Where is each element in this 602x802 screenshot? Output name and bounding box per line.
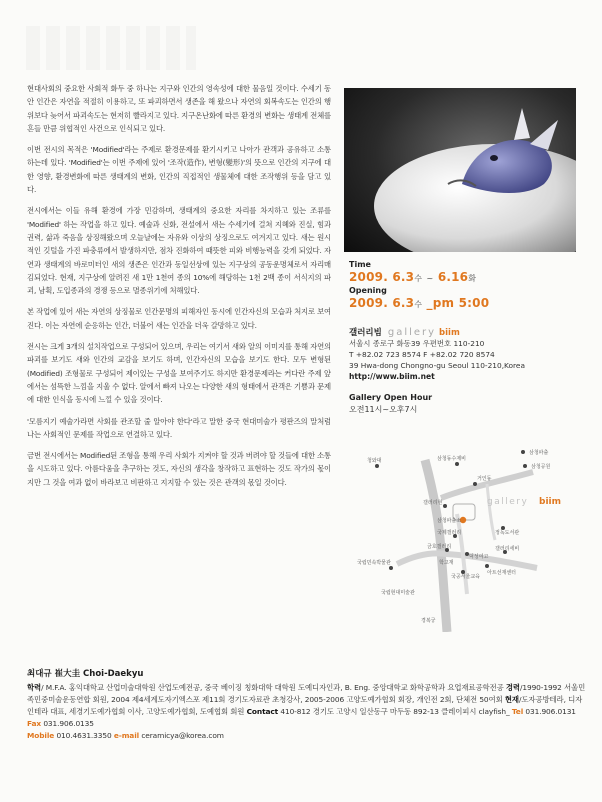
map-label: 삼청공원 bbox=[531, 464, 551, 470]
map-label: 국공서울교육 bbox=[451, 574, 480, 580]
email-link[interactable]: ceramicya@korea.com bbox=[141, 731, 224, 740]
gallery-url[interactable]: http://www.biim.net bbox=[349, 372, 435, 381]
map-label: 청와대 bbox=[367, 458, 382, 464]
article-paragraph: 전시에서는 이들 유해 환경에 가장 민감하며, 생태계의 중요한 자리를 차지하고 있는 조류를 'Modified' 하는 작업을 하고 있다. 예술과 신화, 전설에서 새는 수세기에 걸쳐 지혜와 진실, 힘과 권력, 삶과 죽음을 상징해왔으며 오늘날에는 자유와 이상의 상징으로도 여겨지고 있다. 새는 원시적인 깃털을 가진 파충류에서 발생하지만, 점차 진화하여 때뜻한 피와 비행능력을 갖게 되었다. 자연과 생태계의 바로미터인 새의 생존은 인간과 동일선상에 있는 지구상의 공동운명체로서 자리매김되었다. 현재, 지구상에 알려진 새 1만 1천여 종의 10%에 해당하는 1천 2백 종이 서식지의 파괴, 남획, 도입종과의 경쟁 등으로 멸종위기에 처해있다. bbox=[27, 206, 331, 296]
map-label: 갤러리현 bbox=[423, 500, 443, 506]
map-label: 덕성여고 bbox=[469, 554, 489, 560]
gallery-address-kr: 서울시 종로구 화동39 우편번호 110-210 bbox=[349, 339, 485, 348]
exhibition-dates: 2009. 6.3수 ~ 6.16화 bbox=[349, 270, 477, 284]
article-body bbox=[27, 82, 331, 497]
map-label: 학고재 bbox=[439, 560, 454, 566]
artist-bio bbox=[27, 667, 587, 742]
map-label: 국제갤러리 bbox=[437, 530, 462, 536]
artwork-photo bbox=[344, 88, 576, 252]
location-map bbox=[337, 444, 587, 632]
gallery-name: 갤러리빔 gallery biim bbox=[349, 327, 460, 338]
bio-contact: Mobile 010.4631.3350 e-mail ceramicya@korea.com bbox=[27, 731, 224, 740]
map-label: 삼청파출소 bbox=[437, 518, 462, 524]
map-label: 정독도서관 bbox=[495, 530, 520, 536]
gallery-phone-fax: T +82.02 723 8574 F +82.02 720 8574 bbox=[349, 350, 495, 359]
bio-education: 학력/ M.F.A. 홍익대학교 산업미술대학원 산업도예전공, 중국 베이징 칭화대학 대학원 도예디자인과, B. Eng. 중앙대학교 화학공학과 요업재료공학전공 경력/1990-1992 서울민족민중미술운동연합 회원, 2004 제4세계도자기엑스포 제11회 경기도자료관 초청강사, 2005-2006 고양도예가협회 회장, 개인전 2회, 단체전 50여회 현재/도자공방테라, 디자인테라 대표, 세경기도예가협회 이사, 고양도예가협회, 도예협회 회원 Contact 410-812 경기도 고양시 일산동구 마두동 892-13 클레이피시 clayfish_ Tel 031.906.0131 Fax 031.906.0135 bbox=[27, 683, 586, 728]
opening-label: Opening bbox=[349, 286, 387, 295]
faded-header-text bbox=[26, 26, 196, 70]
map-label: 아트선재센터 bbox=[487, 570, 516, 576]
map-label: 경복궁 bbox=[421, 618, 436, 624]
map-label: 삼청동수제비 bbox=[437, 456, 466, 462]
exhibition-info bbox=[349, 258, 589, 415]
article-paragraph: 본 작업에 있어 새는 자연의 상징물로 인간문명의 피해자인 동시에 인간자신의 모습과 처지로 보여진다. 이는 자연에 순응하는 인간, 더불어 새는 인간을 더욱 갈망하고 있다. bbox=[27, 307, 331, 330]
article-paragraph: 전시는 크게 3개의 설치작업으로 구성되어 있으며, 우리는 여기서 새와 알의 이미지를 통해 자연의 파괴를 보기도 새와 인간의 교감을 보기도 하며, 인간자신의 모습을 보기도 한다. 모두 변형된(Modified) 조형물로 구성되어 제이있는 구성을 보여주기도 하지만 환경문제라는 커다란 주제 앞에서는 섬뜩한 느낌을 지울 수 없다. 알에서 빠져 나오는 다양한 새의 형태에서 관객은 기쁨과 문제에 대한 인식을 동시에 느낄 수 있을 것이다. bbox=[27, 342, 331, 405]
open-hour-value: 오전11시~오후7시 bbox=[349, 405, 418, 414]
ceramic-bird-egg-image bbox=[344, 88, 576, 252]
article-paragraph: 이번 전시의 목적은 'Modified'라는 주제로 환경문제를 환기시키고 나아가 관객과 공유하고 소통하는데 있다. 'Modified'는 이번 주제에 있어 '조작(造作), 변형(變形)'의 뜻으로 인간의 지구에 대한 영향, 환경변화에 따른 생태계의 변화, 인간의 직접적인 생물체에 대한 조작행위 등을 담고 있다. bbox=[27, 145, 331, 195]
open-hour-label: Gallery Open Hour bbox=[349, 393, 433, 402]
article-paragraph: '모름지기 예술가라면 사회를 관조할 줄 알아야 한다'라고 말한 중국 현대미술가 평판즈의 말처럼 나는 사회적인 문제를 작업으로 연결하고 있다. bbox=[27, 416, 331, 439]
gallery-address-en: 39 Hwa-dong Chongno-gu Seoul 110-210,Korea bbox=[349, 361, 525, 370]
map-label: 거인동 bbox=[477, 476, 492, 482]
map-gallery-mark: gallery bbox=[487, 497, 529, 507]
map-label: 국립현대미술관 bbox=[381, 590, 415, 596]
article-paragraph: 금번 전시에서는 Modified된 조형을 통해 우리 사회가 지켜야 할 것과 버려야 할 것들에 대한 소통을 시도하고 있다. 아름다움을 추구하는 것도, 자신의 생각을 창작하고 표현하는 것도 작가의 몫이지만 그 것을 여과 없이 바라보고 비판하고 지지할 수 있는 것은 관객의 몫일 것이다. bbox=[27, 451, 331, 487]
map-gallery-brand: biim bbox=[539, 497, 561, 507]
map-label: 갤러리세비 bbox=[495, 546, 520, 552]
article-paragraph: 현대사회의 중요한 사회적 화두 중 하나는 지구와 인간의 영속성에 대한 물음일 것이다. 수세기 동안 인간은 자연을 적절히 이용하고, 또 파괴하면서 생존을 해 왔으나 자연의 회복속도는 인간의 행위보다 늦어서 파괴속도는 현저히 빨라지고 있다. 지구온난화에 따른 환경의 변화는 생태계 전체를 흔들 만큼 위협적인 사건으로 인식되고 있다. bbox=[27, 84, 331, 133]
map-label: 금호갤러리 bbox=[427, 544, 452, 550]
map-label: 국립민속박물관 bbox=[357, 560, 391, 566]
time-label: Time bbox=[349, 260, 371, 269]
map-label: 삼청파출 bbox=[529, 450, 549, 456]
artist-name: 최대규 崔大圭 Choi-Daekyu bbox=[27, 669, 144, 679]
opening-date: 2009. 6.3수 _pm 5:00 bbox=[349, 296, 490, 310]
